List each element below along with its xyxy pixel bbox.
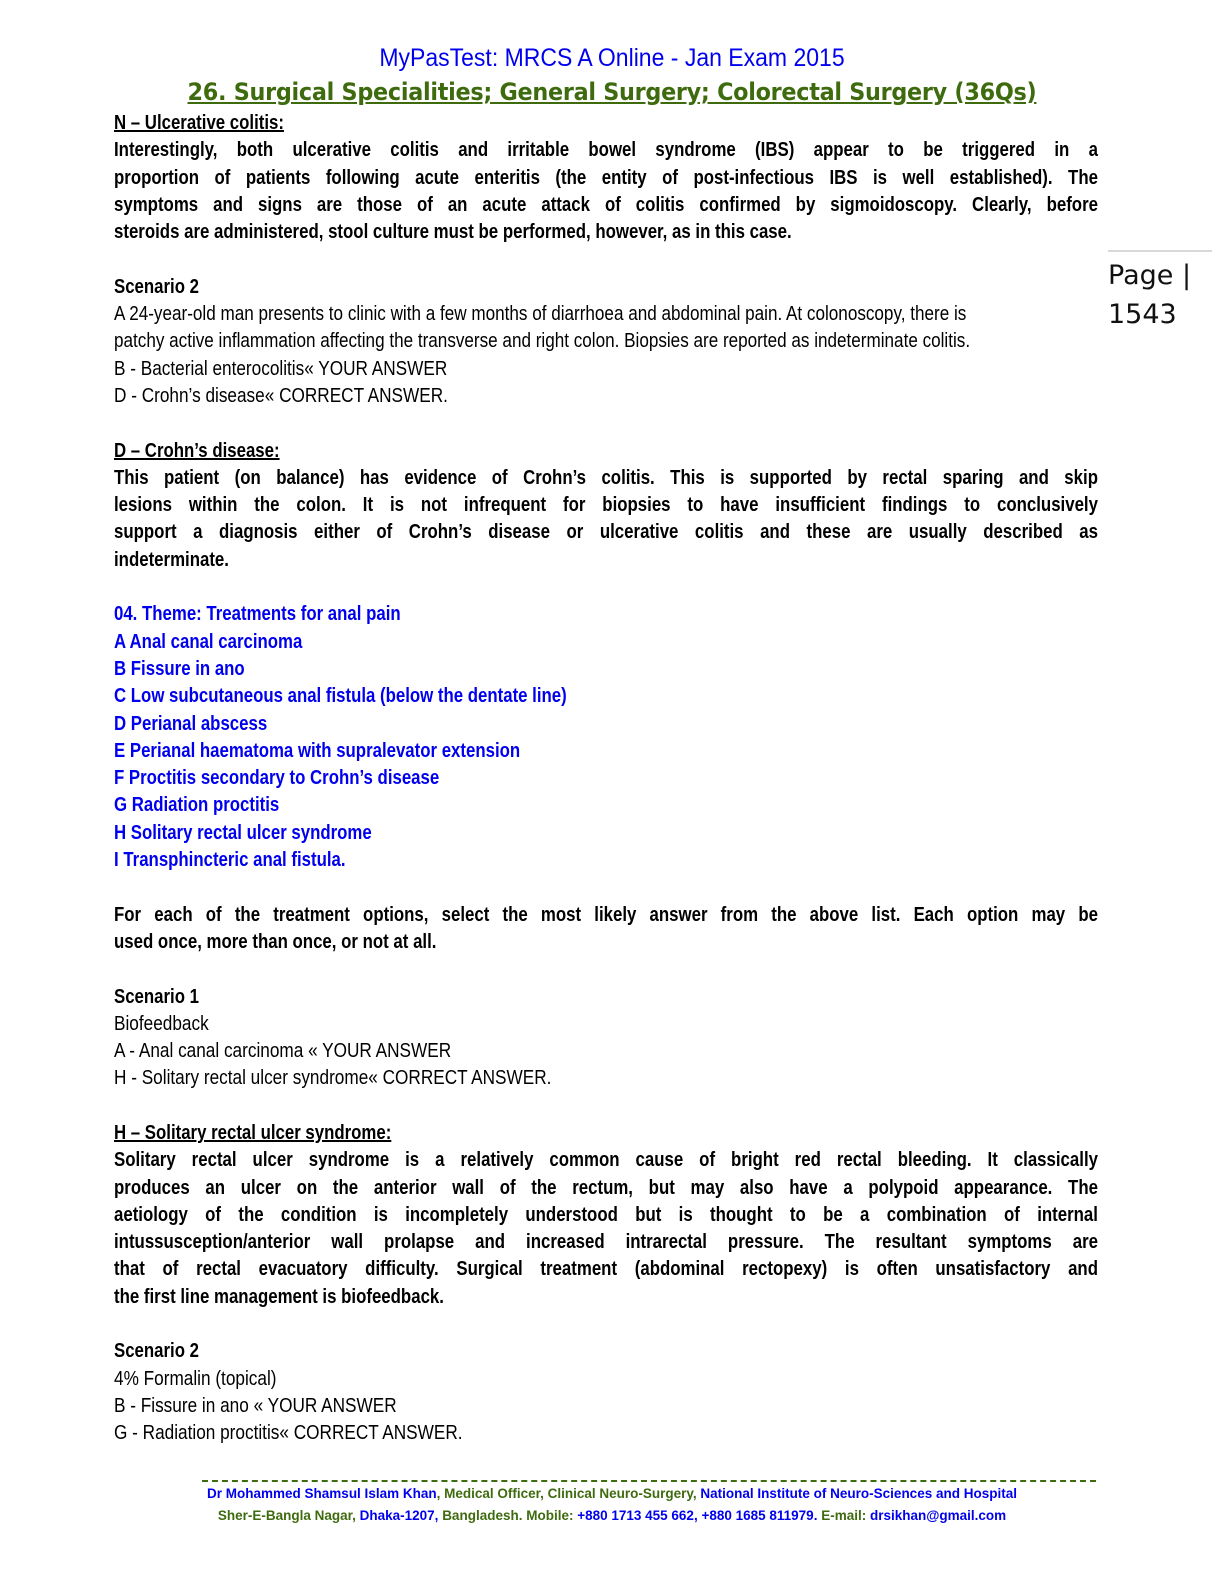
explanation-ulcerative-colitis (114, 137, 1098, 246)
theme-option-i: I Transphincteric anal fistula. (114, 849, 346, 872)
text-line: support a diagnosis either of Crohn’s disease or ulcerative colitis and these are usually described as (114, 521, 1098, 544)
theme-option-e: E Perianal haematoma with supralevator extension (114, 739, 521, 762)
page-number-box (1108, 250, 1224, 330)
text-line: aetiology of the condition is incompletely understood but is thought to be a combination of internal (114, 1203, 1098, 1226)
document-title: MyPasTest: MRCS A Online - Jan Exam 2015 (379, 44, 845, 72)
scenario-heading: Scenario 2 (114, 1340, 199, 1363)
footer-mobile-label: Bangladesh. Mobile: (442, 1508, 578, 1523)
text-line: This patient (on balance) has evidence of Crohn’s colitis. This is supported by rectal sparing and skip (114, 466, 1098, 489)
section-heading-srus: H – Solitary rectal ulcer syndrome: (114, 1121, 392, 1144)
scenario-heading: Scenario 1 (114, 985, 199, 1008)
correct-answer: H - Solitary rectal ulcer syndrome« CORRECT ANSWER. (114, 1067, 552, 1090)
scenario-text (114, 301, 1097, 356)
text-line: the first line management is biofeedback. (114, 1285, 444, 1308)
theme-title: 04. Theme: Treatments for anal pain (114, 603, 401, 626)
footer-institution: National Institute of Neuro-Sciences and Hospital (700, 1486, 1017, 1501)
text-line: indeterminate. (114, 548, 229, 571)
footer-mobile-numbers: +880 1713 455 662, +880 1685 811979. (577, 1508, 822, 1523)
footer-address-city: Dhaka-1207, (359, 1508, 443, 1523)
footer-author-line (0, 1486, 1224, 1501)
scenario-heading: Scenario 2 (114, 275, 199, 298)
footer-address-area: Sher-E-Bangla Nagar, (217, 1508, 360, 1523)
text-line: produces an ulcer on the anterior wall of the rectum, but may also have a polypoid appearance. The (114, 1176, 1098, 1199)
footer-email: drsikhan@gmail.com (869, 1508, 1007, 1523)
correct-answer: G - Radiation proctitis« CORRECT ANSWER. (114, 1422, 463, 1445)
footer-divider (202, 1466, 1096, 1482)
theme-option-d: D Perianal abscess (114, 712, 268, 735)
footer-author-role: , Medical Officer, Clinical Neuro-Surgery, (436, 1486, 701, 1501)
instructions (114, 902, 1098, 957)
scenario-prompt: 4% Formalin (topical) (114, 1367, 277, 1390)
theme-option-f: F Proctitis secondary to Crohn’s disease (114, 767, 440, 790)
text-line: lesions within the colon. It is not infrequent for biopsies to have insufficient findings to conclusively (114, 494, 1098, 517)
explanation-srus (114, 1147, 1098, 1311)
theme-option-c: C Low subcutaneous anal fistula (below the dentate line) (114, 685, 567, 708)
theme-option-h: H Solitary rectal ulcer syndrome (114, 821, 372, 844)
footer-author-name: Dr Mohammed Shamsul Islam Khan (207, 1486, 437, 1501)
text-line: steroids are administered, stool culture must be performed, however, as in this case. (114, 221, 792, 244)
footer-contact-line (0, 1508, 1224, 1523)
your-answer: B - Fissure in ano « YOUR ANSWER (114, 1394, 397, 1417)
your-answer: B - Bacterial enterocolitis« YOUR ANSWER (114, 357, 448, 380)
correct-answer: D - Crohn’s disease« CORRECT ANSWER. (114, 384, 448, 407)
text-line: A 24-year-old man presents to clinic with a few months of diarrhoea and abdominal pain. At colonoscopy, there is (114, 303, 967, 326)
text-line: symptoms and signs are those of an acute attack of colitis confirmed by sigmoidoscopy. Clearly, before (114, 193, 1098, 216)
text-line: proportion of patients following acute enteritis (the entity of post-infectious IBS is well established). The (114, 166, 1098, 189)
section-heading-crohns-disease: D – Crohn’s disease: (114, 439, 280, 462)
text-line: Interestingly, both ulcerative colitis and irritable bowel syndrome (IBS) appear to be triggered in a (114, 139, 1098, 162)
text-line: Solitary rectal ulcer syndrome is a relatively common cause of bright red rectal bleeding. It classically (114, 1149, 1098, 1172)
text-line: that of rectal evacuatory difficulty. Surgical treatment (abdominal rectopexy) is often unsatisfactory and (114, 1258, 1098, 1281)
text-line: used once, more than once, or not at all. (114, 930, 437, 953)
section-heading-ulcerative-colitis: N – Ulcerative colitis: (114, 112, 284, 134)
page-number-rule (1108, 250, 1212, 252)
text-line: For each of the treatment options, select the most likely answer from the above list. Each option may be (114, 903, 1098, 926)
your-answer: A - Anal canal carcinoma « YOUR ANSWER (114, 1040, 452, 1063)
page-label: Page | (1108, 260, 1192, 291)
footer-email-label: E-mail: (821, 1508, 870, 1523)
text-line: intussusception/anterior wall prolapse and increased intrarectal pressure. The resultant symptoms are (114, 1231, 1098, 1254)
theme-option-b: B Fissure in ano (114, 657, 245, 680)
explanation-crohns-disease (114, 465, 1098, 574)
page-number: 1543 (1108, 299, 1177, 330)
theme-option-a: A Anal canal carcinoma (114, 630, 303, 653)
text-line: patchy active inflammation affecting the transverse and right colon. Biopsies are reported as indeterminate colitis. (114, 330, 971, 353)
chapter-heading: 26. Surgical Specialities; General Surgery; Colorectal Surgery (36Qs) (187, 78, 1037, 106)
page-content (114, 110, 1098, 1448)
scenario-prompt: Biofeedback (114, 1012, 209, 1035)
theme-option-g: G Radiation proctitis (114, 794, 280, 817)
